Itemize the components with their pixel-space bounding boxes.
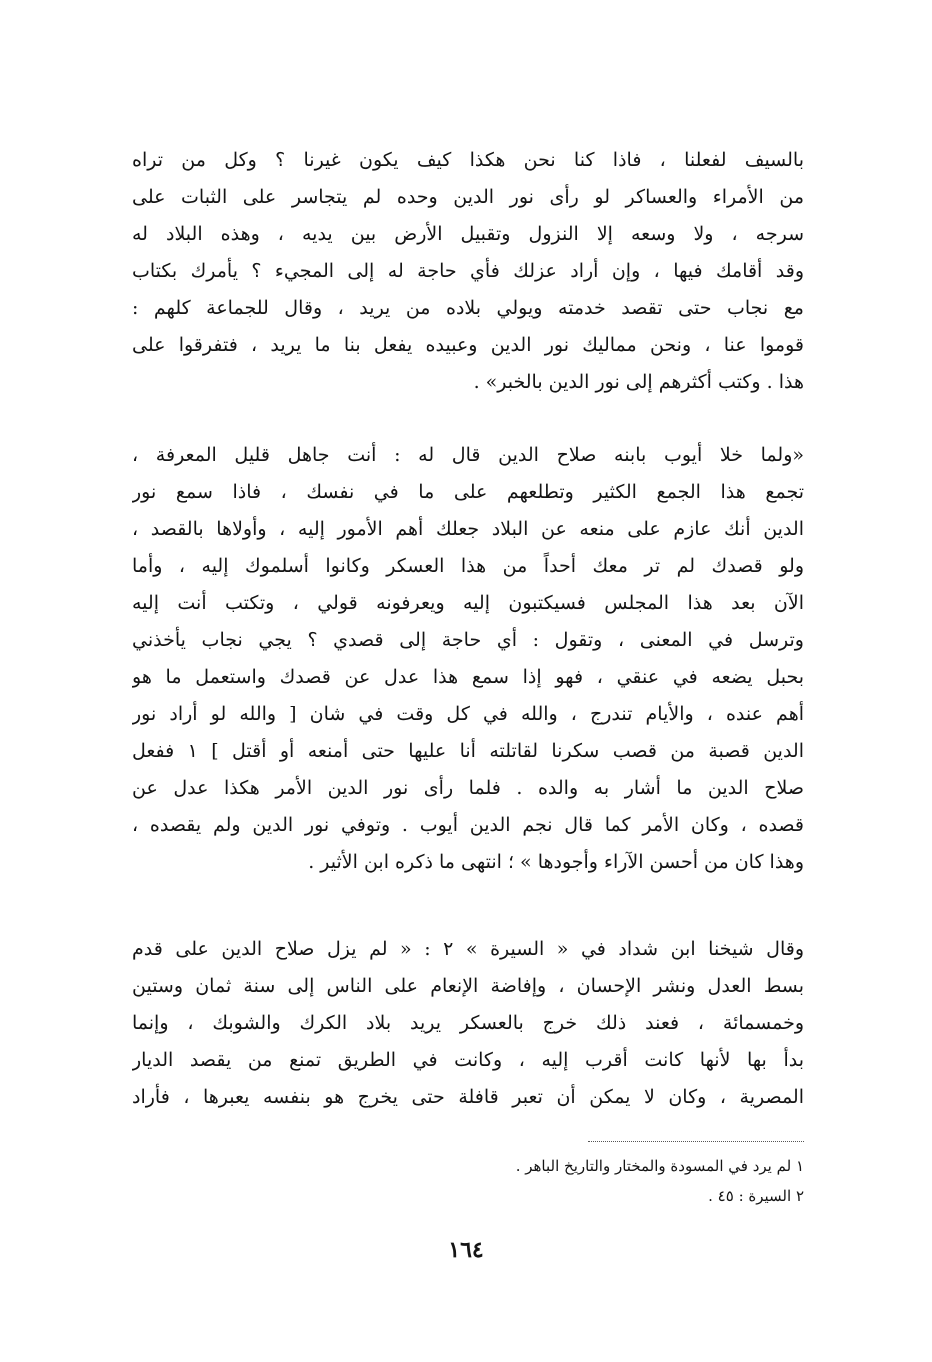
footnote-2: ٢ السيرة : ٤٥ . (708, 1187, 804, 1205)
text-line: الدين قصبة من قصب سكرنا لقاتلته أنا عليها حتى أمنعه أو أقتل ] ١ ففعل (132, 740, 804, 762)
text-line: من الأمراء والعساكر لو رأى نور الدين وحده لم يتجاسر على الثبات على (132, 186, 804, 208)
paragraph-3 (132, 931, 804, 1116)
page-number: ١٦٤ (448, 1237, 484, 1263)
text-line: ولو قصدك لم تر معك أحداً من هذا العسكر وكانوا أسلموك إليه ، وأما (132, 555, 804, 577)
text-line: تجمع هذا الجمع الكثير وتطلعهم على ما في نفسك ، فاذا سمع نور (132, 481, 804, 503)
text-line: قصده ، وكان الأمر كما قال نجم الدين أيوب . وتوفي نور الدين ولم يقصده ، (132, 814, 804, 836)
paragraph-2 (132, 437, 804, 881)
text-line: سرجه ، ولا وسعه إلا النزول وتقبيل الأرض بين يديه ، وهذه البلاد له (132, 223, 804, 245)
text-line: مع نجاب حتى تقصد خدمته ويولي بلاده من يريد ، وقال للجماعة كلهم : (132, 297, 804, 319)
text-line: قوموا عنا ، ونحن مماليك نور الدين وعبيده يفعل بنا ما يريد ، فتفرقوا على (132, 334, 804, 356)
text-line: وقد أقامك فيها ، وإن أراد عزلك فأي حاجة له إلى المجيء ؟ يأمرك بكتاب (132, 260, 804, 282)
text-line: وخمسمائة ، فعند ذلك خرج بالعسكر يريد بلاد الكرك والشوبك ، وإنما (132, 1012, 804, 1034)
text-line: المصرية ، وكان لا يمكن أن تعبر قافلة حتى يخرج هو بنفسه يعبرها ، فأراد (132, 1086, 804, 1108)
text-line: وهذا كان من أحسن الآراء وأجودها » ؛ انتهى ما ذكره ابن الأثير . (308, 851, 804, 873)
text-line: بحبل يضعه في عنقي ، فهو إذا سمع هذا عدل عن قصدك واستعمل ما هو (132, 666, 804, 688)
text-line: وقال شيخنا ابن شداد في « السيرة » ٢ : « لم يزل صلاح الدين على قدم (132, 938, 804, 960)
text-line: الدين أنك عازم على منعه عن البلاد جعلك أهم الأمور إليه ، وأولاها بالقصد ، (132, 518, 804, 540)
text-line: أهم عنده ، والأيام تندرج ، والله في كل وقت في شان [ والله لو أراد نور (132, 703, 804, 725)
text-line: بدأ بها لأنها كانت أقرب إليه ، وكانت في الطريق تمنع من يقصد الديار (132, 1049, 804, 1071)
footnotes (450, 1151, 804, 1211)
footnote-1: ١ لم يرد في المسودة والمختار والتاريخ الباهر . (515, 1157, 804, 1175)
footnote-divider (588, 1141, 804, 1142)
text-line: بالسيف لفعلنا ، فاذا كنا نحن هكذا كيف يكون غيرنا ؟ وكل من تراه (132, 149, 804, 171)
text-line: «ولما خلا أيوب بابنه صلاح الدين قال له : أنت جاهل قليل المعرفة ، (132, 444, 804, 466)
text-line: صلاح الدين ما أشار به والده . فلما رأى نور الدين الأمر هكذا عدل عن (132, 777, 804, 799)
text-line: وترسل في المعنى ، وتقول : أي حاجة إلى قصدي ؟ يجي نجاب يأخذني (132, 629, 804, 651)
text-line: هذا . وكتب أكثرهم إلى نور الدين بالخبر» . (473, 371, 804, 393)
paragraph-1 (132, 142, 804, 401)
text-line: بسط العدل ونشر الإحسان ، وإفاضة الإنعام على الناس إلى سنة ثمان وستين (132, 975, 804, 997)
text-line: الآن بعد هذا المجلس فسيكتبون إليه ويعرفونه قولي ، وتكتب أنت إليه (132, 592, 804, 614)
